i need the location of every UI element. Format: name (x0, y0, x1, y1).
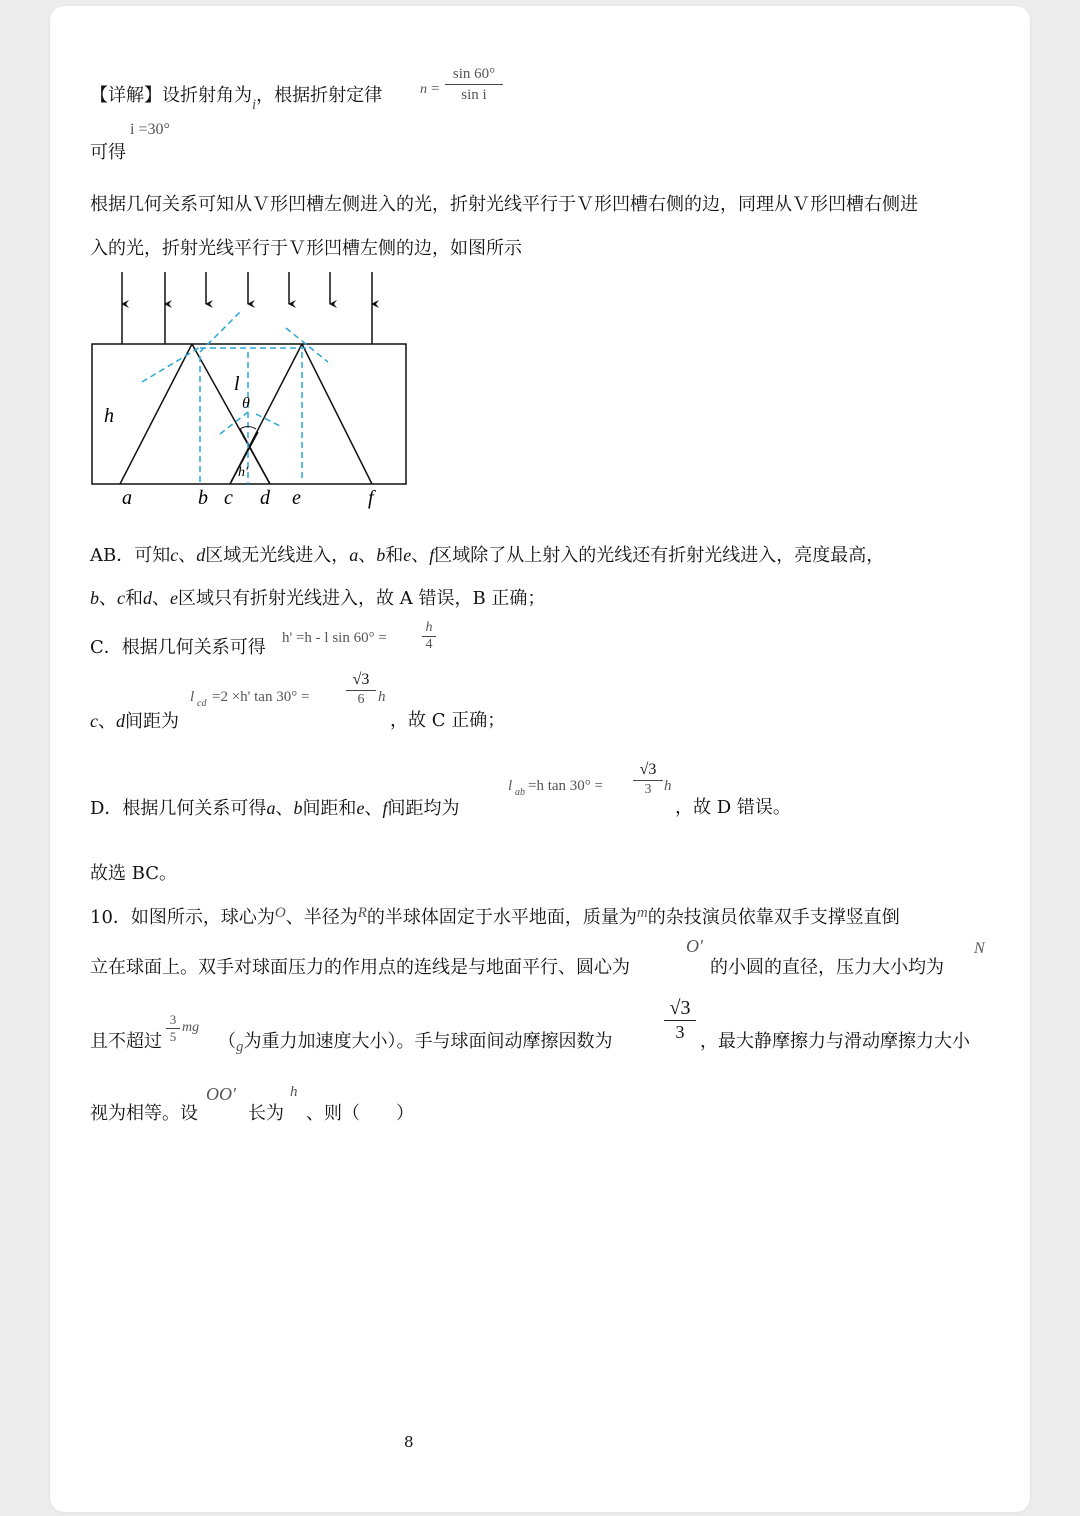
label-theta: θ (242, 395, 250, 412)
ab-sep2: 、 (358, 545, 377, 566)
cd-h: h (378, 689, 386, 705)
cd-c: c (90, 711, 98, 731)
q10-2b: 的小圆的直径，压力大小均为 (710, 957, 944, 978)
detail-line (90, 84, 383, 113)
cd-sub: cd (197, 698, 207, 709)
cd-sep: 、 (98, 711, 116, 732)
document-page (50, 6, 1030, 1512)
d-f: f (382, 798, 388, 818)
cd-post: ，故 C 正确； (390, 710, 506, 731)
para1-line1: 根据几何关系可知从Ｖ形凹槽左侧进入的光，折射光线平行于Ｖ形凹槽右侧的边，同理从Ｖ形凹槽右侧进 (90, 194, 918, 215)
mg-frac-den: 5 (169, 1029, 177, 1044)
page-number: 8 (404, 1433, 414, 1451)
label-d: d (260, 487, 270, 509)
ab2-sep2: 、 (152, 588, 170, 609)
q10-a: 10．如图所示，球心为 (90, 907, 275, 928)
q10-line3a: 且不超过 (90, 1031, 162, 1052)
d-frac-num: √3 (639, 761, 657, 778)
d-eq: =h tan 30° = (528, 778, 603, 794)
d-sub: ab (515, 787, 525, 798)
ab2-c: c (117, 588, 125, 608)
ab-line2 (90, 586, 545, 611)
detail-label: 【详解】设折射角为 (90, 85, 252, 106)
label-hp: h' (238, 465, 248, 480)
mu-fraction (664, 996, 696, 1043)
q10-3b: （ (218, 1031, 236, 1052)
ab-line1 (90, 543, 884, 568)
q10-line1 (90, 906, 900, 931)
q10-3c: 为重力加速度大小）。手与球面间动摩擦因数为 (243, 1031, 613, 1052)
q10-c: 的半球体固定于水平地面，质量为 (366, 907, 637, 928)
construction-lines (142, 312, 328, 484)
label-e: e (292, 487, 301, 509)
c-line: C．根据几何关系可得 (90, 637, 266, 658)
q10-line4a: 视为相等。设 (90, 1103, 198, 1124)
ab2-e: e (170, 588, 178, 608)
q10-d: 的杂技演员依靠双手支撑竖直倒 (647, 907, 900, 928)
mg-fraction (166, 1012, 180, 1045)
q10-3-paren (218, 1030, 613, 1055)
snell-fraction (445, 64, 503, 105)
d-h: h (664, 778, 672, 794)
d-frac-den: 3 (644, 782, 652, 797)
q10-2a: 立在球面上。双手对球面压力的作用点的连线是与地面平行、圆心为 (90, 957, 630, 978)
q10-g: g (236, 1039, 244, 1055)
q10-3d: ，最大静摩擦力与滑动摩擦力大小 (700, 1031, 970, 1052)
d-sep2: 、 (364, 798, 383, 819)
ab-post: 区域除了从上射入的光线还有折射光线进入，亮度最高， (434, 545, 885, 566)
q10-Oprime: O' (686, 936, 703, 956)
mu-frac-num: √3 (669, 997, 691, 1019)
choice-line: 故选 BC。 (90, 863, 178, 884)
n-var: n (420, 82, 427, 97)
q10-4b: 长为 (248, 1103, 284, 1124)
q10-4c: 、则（ ） (306, 1103, 414, 1124)
ab-d: d (196, 545, 206, 565)
d-post: ，故 D 错误。 (675, 797, 791, 818)
c-frac-den: 4 (425, 637, 433, 652)
ab-and: 和 (385, 545, 404, 566)
label-b: b (198, 487, 208, 509)
d-a: a (266, 798, 276, 818)
q10-OOprime: OO' (206, 1084, 236, 1104)
ab-sep3: 、 (411, 545, 430, 566)
d-eftext: 间距均为 (387, 798, 460, 819)
ab-pre: AB．可知 (90, 545, 171, 566)
d-line (90, 796, 459, 821)
q10-line2 (90, 956, 630, 980)
q10-N: N (974, 940, 985, 957)
ab2-d: d (143, 588, 152, 608)
d-e: e (356, 798, 365, 818)
q10-b: 、半径为 (285, 907, 358, 928)
d-b: b (293, 798, 303, 818)
label-l: l (234, 373, 240, 395)
q10-h: h (290, 1084, 298, 1100)
ab-f: f (429, 545, 435, 565)
ab-b: b (376, 545, 386, 565)
para1-line2: 入的光，折射光线平行于Ｖ形凹槽左侧的边，如图所示 (90, 238, 522, 259)
q10-m: m (636, 905, 648, 921)
ab-e: e (403, 545, 412, 565)
d-abtext: 间距和 (302, 798, 357, 819)
d-fraction (633, 760, 663, 799)
cd-l: l (190, 689, 195, 705)
q10-O: O (274, 905, 286, 921)
cd-d: d (116, 711, 125, 731)
ab2-sep1: 、 (99, 588, 117, 609)
d-l: l (508, 778, 513, 794)
cd-frac-num: √3 (352, 671, 370, 688)
kede-text: 可得 (90, 142, 126, 163)
cd-frac-den: 6 (357, 692, 365, 707)
c-frac-num: h (425, 620, 433, 635)
d-sep1: 、 (275, 798, 294, 819)
ab2-b: b (90, 588, 99, 608)
c-formula: h' =h - l sin 60° = (282, 630, 387, 646)
ab-c: c (170, 545, 179, 565)
optics-figure (80, 264, 420, 514)
ab2-post: 区域只有折射光线进入，故 A 错误，B 正确； (178, 588, 546, 609)
ab-a: a (349, 545, 359, 565)
cd-fraction (346, 670, 376, 709)
label-c: c (224, 487, 233, 509)
mu-frac-den: 3 (675, 1022, 685, 1042)
d-pre: D．根据几何关系可得 (90, 798, 267, 819)
c-fraction (422, 620, 436, 653)
ab-mid: 区域无光线进入， (205, 545, 350, 566)
eq-sign: = (431, 81, 440, 97)
cd-eq: =2 ×h' tan 30° = (212, 689, 310, 705)
ab-sep1: 、 (178, 545, 197, 566)
incident-rays (122, 272, 372, 344)
q10-R: R (357, 905, 367, 921)
law-text: ，根据折射定律 (256, 85, 383, 106)
label-h: h (104, 405, 114, 427)
label-a: a (122, 487, 132, 509)
ab2-and: 和 (125, 588, 143, 609)
mg-frac-num: 3 (169, 1012, 177, 1027)
i30-formula: i =30° (130, 121, 170, 138)
snell-den: sin i (461, 87, 487, 103)
var-i: i (252, 97, 257, 113)
cd-label: 间距为 (125, 711, 179, 732)
mg-var: mg (182, 1020, 200, 1035)
label-f: f (368, 487, 374, 509)
cd-line (90, 709, 179, 734)
snell-num: sin 60° (452, 66, 496, 82)
glass-block (92, 344, 406, 484)
